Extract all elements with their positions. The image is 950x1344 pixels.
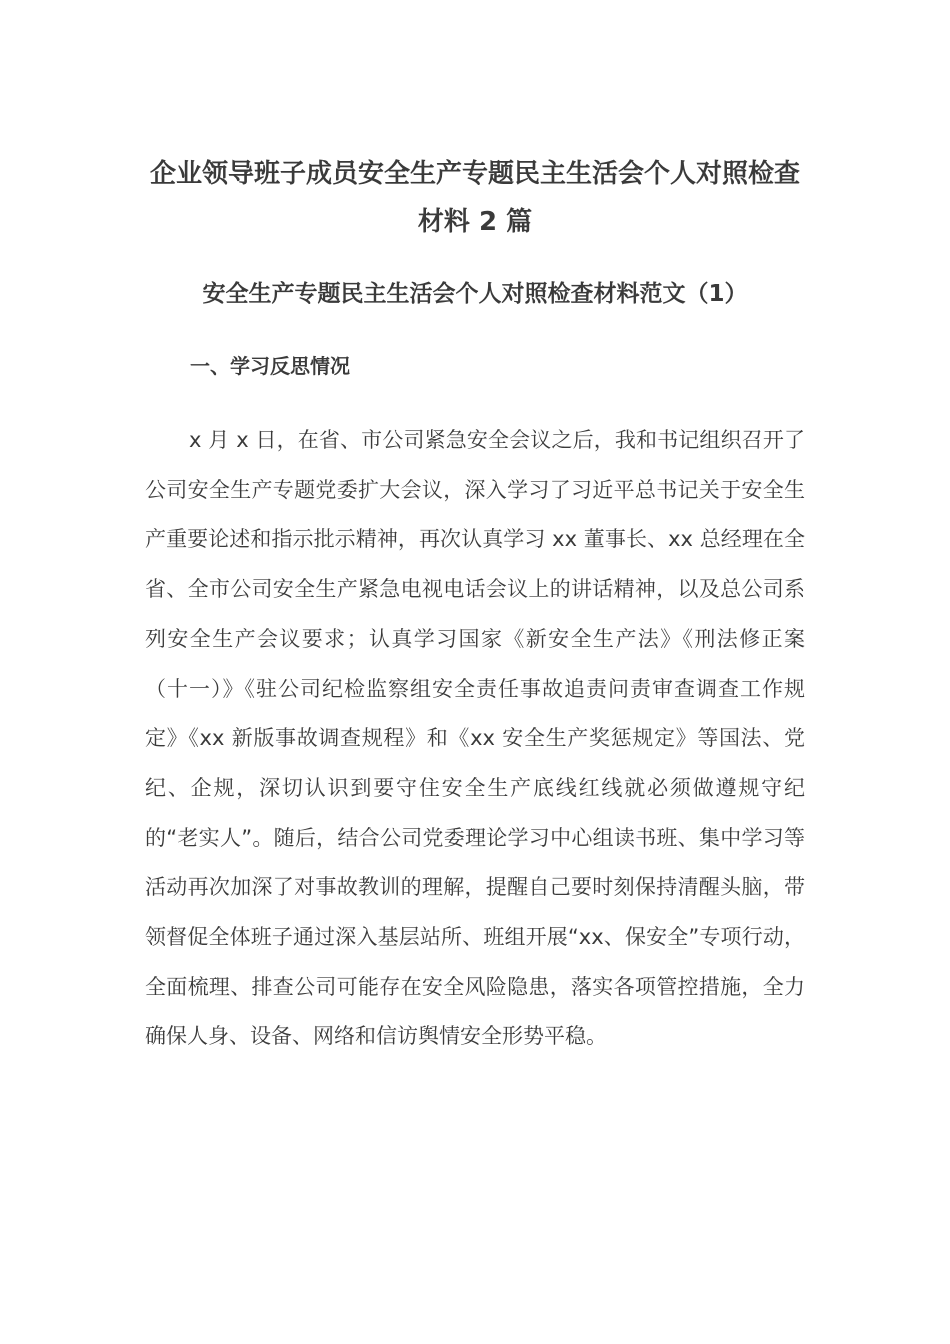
document-title: 企业领导班子成员安全生产专题民主生活会个人对照检查材料 2 篇 — [149, 159, 800, 237]
section-heading: 一、学习反思情况 — [190, 354, 350, 378]
body-paragraph: x 月 x 日，在省、市公司紧急安全会议之后，我和书记组织召开了公司安全生产专题党委扩大会议，深入学习了习近平总书记关于安全生产重要论述和指示批示精神，再次认真学习 xx 董事长、xx 总经理在全省、全市公司安全生产紧急电视电话会议上的讲话精神，以及总公司系列安全生产会议要求；认真学习国家《新安全生产法》《刑法修正案（十一）》《驻公司纪检监察组安全责任事故追责问责审查调查工作规定》《xx 新版事故调查规程》和《xx 安全生产奖惩规定》等国法、党纪、企规，深切认识到要守住安全生产底线红线就必须做遵规守纪的“老实人”。随后，结合公司党委理论学习中心组读书班、集中学习等活动再次加深了对事故教训的理解，提醒自己要时刻保持清醒头脑，带领督促全体班子通过深入基层站所、班组开展“xx、保安全”专项行动，全面梳理、排查公司可能存在安全风险隐患，落实各项管控措施，全力确保人身、设备、网络和信访舆情安全形势平稳。 — [145, 428, 805, 1049]
document-subtitle: 安全生产专题民主生活会个人对照检查材料范文（1） — [202, 281, 748, 307]
